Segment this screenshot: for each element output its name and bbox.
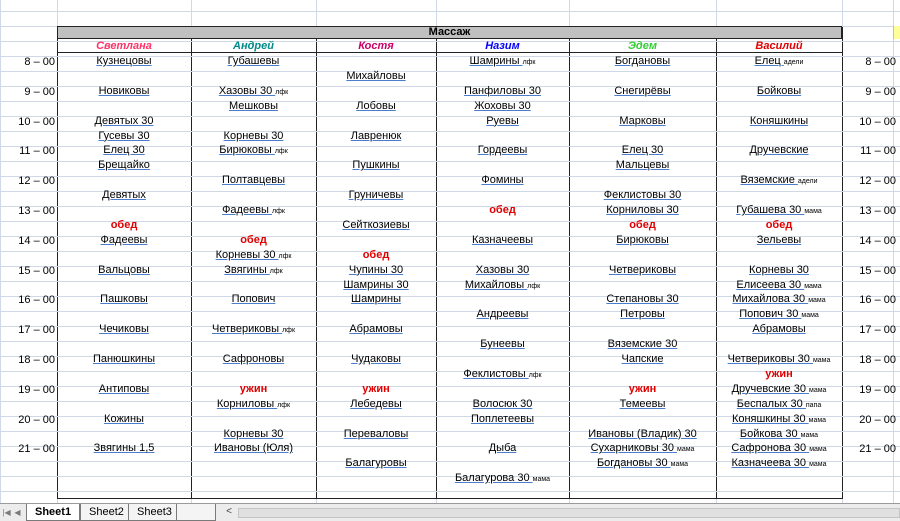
time-label: 17 – 00 <box>18 324 55 337</box>
schedule-cell: ужин <box>239 382 268 395</box>
schedule-cell: Брещайко <box>98 159 150 172</box>
schedule-cell: Антиповы <box>98 382 150 395</box>
schedule-cell: Ивановы (Владик) 30 <box>588 427 697 440</box>
schedule-cell: Лавренюк <box>350 129 402 142</box>
new-sheet-tab[interactable] <box>176 504 216 521</box>
schedule-cell: Михайловы лфк <box>464 278 541 291</box>
schedule-cell: Мешковы <box>228 99 279 112</box>
time-label: 19 – 00 <box>859 383 896 396</box>
schedule-cell: Волосюк 30 <box>472 397 533 410</box>
schedule-cell: Абрамовы <box>349 323 403 336</box>
schedule-cell: Четвериковы 30 мама <box>727 353 831 365</box>
schedule-cell: Попович 30 мама <box>739 308 819 321</box>
schedule-cell: Шамрины лфк <box>469 55 536 67</box>
time-label: 10 – 00 <box>18 115 55 128</box>
schedule-cell: Дручевские <box>749 144 809 157</box>
schedule-cell: Кожины <box>104 412 144 425</box>
schedule-cell: Коняшкины <box>749 114 809 127</box>
schedule-cell: Елец 30 <box>621 144 664 157</box>
schedule-cell: Переваловы <box>343 427 409 440</box>
schedule-cell: Шамрины 30 <box>343 278 409 291</box>
schedule-cell: Шамрины <box>350 293 401 306</box>
schedule-cell: Новиковы <box>98 84 150 97</box>
schedule-cell: Груничевы <box>348 189 404 202</box>
schedule-cell: Бирюковы лфк <box>219 144 288 157</box>
time-label: 8 – 00 <box>865 56 896 68</box>
sheet-title: Массаж <box>57 26 842 39</box>
schedule-cell: Сафронова 30 мама <box>731 442 827 455</box>
schedule-cell: Мальцевы <box>615 159 670 172</box>
schedule-cell: Чупины 30 <box>348 263 404 276</box>
schedule-cell: Корневы 30 <box>749 263 809 276</box>
schedule-cell: ужин <box>628 382 657 395</box>
schedule-cell: Хазовы 30 <box>475 263 530 276</box>
schedule-cell: Пушкины <box>352 159 400 172</box>
schedule-cell: Бойковы <box>756 84 802 97</box>
schedule-cell: Гордеевы <box>477 144 528 157</box>
time-label: 9 – 00 <box>865 85 896 98</box>
table-border <box>57 26 58 499</box>
schedule-cell: Лобовы <box>356 99 396 112</box>
schedule-cell: Поплетеевы <box>470 412 535 425</box>
schedule-cell: Четвериковы лфк <box>212 323 295 336</box>
time-label: 18 – 00 <box>859 354 896 366</box>
time-label: 9 – 00 <box>24 85 55 98</box>
time-label: 10 – 00 <box>859 115 896 128</box>
scroll-left-icon[interactable]: < <box>226 506 232 517</box>
schedule-cell: Елец 30 <box>103 144 145 157</box>
schedule-cell: Богдановы 30 мама <box>596 457 689 470</box>
master-header: Василий <box>755 40 803 52</box>
schedule-cell: Бунеевы <box>480 338 525 351</box>
schedule-cell: Михайловы <box>346 69 406 82</box>
schedule-cell: Дручевские 30 мама <box>731 382 827 395</box>
schedule-cell: Бойкова 30 мама <box>739 427 819 440</box>
schedule-cell: Вяземские адели <box>740 174 818 187</box>
table-border <box>436 26 437 499</box>
schedule-cell: Корневы 30 <box>223 129 284 142</box>
schedule-cell: Абрамовы <box>752 323 806 336</box>
time-label: 14 – 00 <box>18 234 55 247</box>
schedule-cell: Звягины 1,5 <box>93 442 155 455</box>
highlighted-cell[interactable] <box>893 26 900 39</box>
time-label: 12 – 00 <box>859 175 896 188</box>
schedule-cell: обед <box>240 233 267 246</box>
time-label: 11 – 00 <box>860 145 896 158</box>
time-label: 15 – 00 <box>18 264 55 277</box>
schedule-cell: Фомины <box>481 174 524 187</box>
schedule-cell: Казначеева 30 мама <box>731 457 827 470</box>
prev-sheet-icon[interactable]: ◀ <box>14 508 21 517</box>
schedule-cell: Девятых 30 <box>94 114 154 127</box>
schedule-cell: Вяземские 30 <box>607 338 678 351</box>
time-label: 20 – 00 <box>859 413 896 426</box>
schedule-cell: Чапские <box>621 353 664 365</box>
time-label: 8 – 00 <box>24 56 55 68</box>
time-label: 13 – 00 <box>859 205 896 217</box>
schedule-cell: Корниловы лфк <box>216 397 291 410</box>
schedule-cell: Корневы 30 лфк <box>215 248 292 261</box>
time-label: 16 – 00 <box>859 294 896 307</box>
time-label: 11 – 00 <box>19 145 55 158</box>
schedule-cell: Петровы <box>620 308 665 321</box>
schedule-cell: Снегирёвы <box>614 84 671 97</box>
schedule-cell: Панюшкины <box>92 353 156 365</box>
schedule-cell: обед <box>489 204 516 216</box>
sheet-tab-bar <box>0 503 900 521</box>
schedule-cell: ужин <box>765 367 793 380</box>
time-label: 18 – 00 <box>18 354 55 366</box>
schedule-cell: Зельевы <box>756 233 802 246</box>
schedule-cell: ужин <box>362 382 390 395</box>
schedule-cell: Девятых <box>102 189 146 202</box>
time-label: 21 – 00 <box>18 443 55 456</box>
time-label: 13 – 00 <box>18 205 55 217</box>
schedule-cell: Фадеевы лфк <box>222 204 285 216</box>
schedule-cell: Лебедевы <box>350 397 402 410</box>
schedule-cell: Михайлова 30 мама <box>732 293 826 306</box>
schedule-cell: Елисеева 30 мама <box>736 278 822 291</box>
schedule-cell: Казначеевы <box>471 233 534 246</box>
schedule-cell: Богдановы <box>614 55 671 67</box>
schedule-cell: Чечиковы <box>99 323 149 336</box>
schedule-cell: Андреевы <box>476 308 529 321</box>
schedule-cell: Сухарниковы 30 мама <box>590 442 695 455</box>
schedule-cell: Дыба <box>488 442 517 455</box>
schedule-cell: Корневы 30 <box>223 427 284 440</box>
table-bottom-border <box>57 498 842 499</box>
tab-sheet3[interactable]: Sheet3 <box>128 504 181 521</box>
schedule-cell: Феклистовы лфк <box>463 367 542 380</box>
master-header: Светлана <box>96 40 152 52</box>
master-header: Назим <box>485 40 520 52</box>
schedule-cell: Елец адели <box>754 55 804 67</box>
schedule-cell: Феклистовы 30 <box>603 189 682 202</box>
schedule-cell: Полтавцевы <box>221 174 286 187</box>
schedule-cell: Жоховы 30 <box>474 99 531 112</box>
schedule-cell: Фадеевы <box>100 233 148 246</box>
schedule-cell: Бирюковы <box>616 233 669 246</box>
schedule-cell: Ивановы (Юля) <box>213 442 294 455</box>
schedule-cell: обед <box>765 218 793 231</box>
time-label: 19 – 00 <box>18 383 55 396</box>
schedule-cell: Пашковы <box>100 293 148 306</box>
schedule-cell: Губашева 30 мама <box>736 204 822 216</box>
time-label: 15 – 00 <box>859 264 896 277</box>
horizontal-scrollbar[interactable] <box>238 508 900 518</box>
time-label: 14 – 00 <box>859 234 896 247</box>
first-sheet-icon[interactable]: |◀ <box>2 508 11 517</box>
time-label: 20 – 00 <box>18 413 55 426</box>
time-label: 17 – 00 <box>859 324 896 337</box>
header-divider <box>57 52 842 53</box>
schedule-cell: Хазовы 30 лфк <box>218 84 289 97</box>
schedule-cell: Степановы 30 <box>606 293 679 306</box>
master-header: Андрей <box>233 40 274 52</box>
time-label: 21 – 00 <box>859 443 896 456</box>
time-label: 16 – 00 <box>18 294 55 307</box>
schedule-cell: Сейткозиевы <box>342 218 410 231</box>
schedule-cell: Корниловы 30 <box>606 204 679 216</box>
schedule-cell: Четвериковы <box>608 263 677 276</box>
schedule-cell: Руевы <box>486 114 519 127</box>
schedule-cell: Панфиловы 30 <box>464 84 541 97</box>
schedule-cell: Балагуровы <box>345 457 407 470</box>
schedule-cell: Гусевы 30 <box>98 129 150 142</box>
schedule-cell: обед <box>110 218 138 231</box>
time-label: 12 – 00 <box>18 175 55 188</box>
tab-sheet1[interactable]: Sheet1 <box>26 504 80 521</box>
schedule-cell: Звягины лфк <box>224 263 283 276</box>
schedule-cell: Балагурова 30 мама <box>454 472 551 485</box>
tab-sheet2[interactable]: Sheet2 <box>80 504 133 521</box>
schedule-cell: Губашевы <box>227 55 280 67</box>
schedule-cell: Беспалых 30 папа <box>736 397 822 410</box>
schedule-cell: Вальцовы <box>98 263 150 276</box>
schedule-cell: Попович <box>231 293 276 306</box>
schedule-cell: Коняшкины 30 мама <box>731 412 827 425</box>
schedule-cell: Кузнецовы <box>96 55 152 67</box>
schedule-cell: Чудаковы <box>351 353 401 365</box>
schedule-cell: Марковы <box>619 114 666 127</box>
master-header: Костя <box>358 40 394 52</box>
schedule-cell: обед <box>362 248 390 261</box>
schedule-cell: обед <box>629 218 656 231</box>
master-header: Эдем <box>628 40 657 52</box>
schedule-cell: Сафроновы <box>222 353 285 365</box>
schedule-cell: Темеевы <box>619 397 666 410</box>
